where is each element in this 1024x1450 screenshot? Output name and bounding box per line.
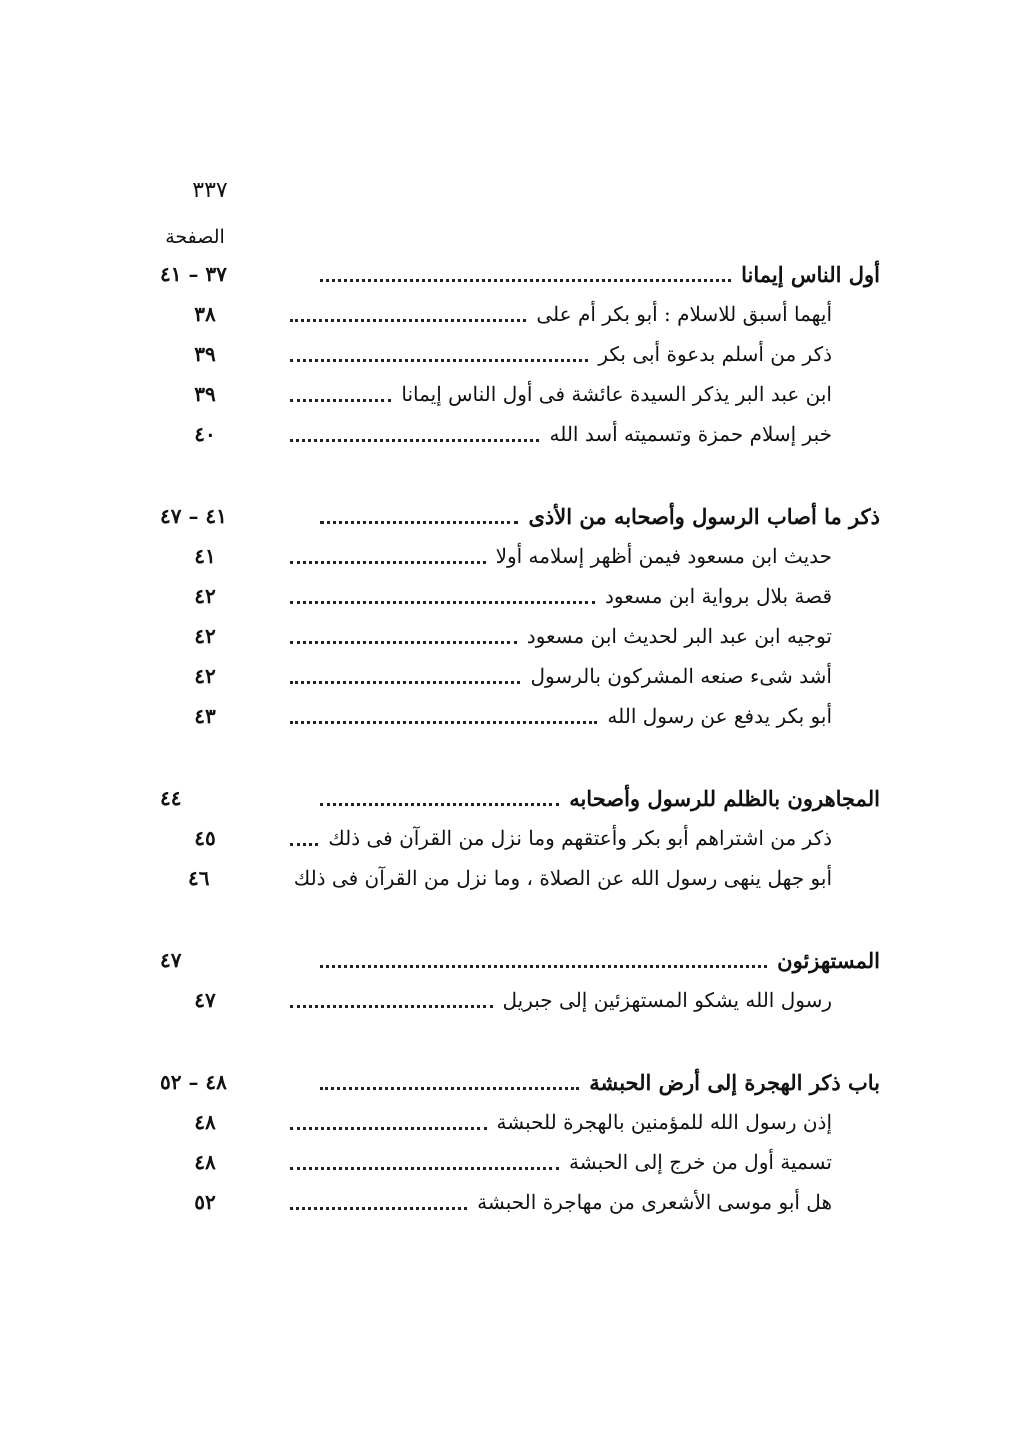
dot-leader [290,843,318,846]
toc-section [160,254,880,454]
toc-entry [160,656,880,696]
section-heading-row [160,940,880,980]
dot-leader [290,1005,493,1008]
table-of-contents [160,254,880,1264]
entry-title: حديث ابن مسعود فيمن أظهر إسلامه أولا [495,544,832,568]
section-title: أول الناس إيمانا [741,261,880,287]
entry-title: إذن رسول الله للمؤمنين بالهجرة للحبشة [496,1110,832,1134]
entry-page: ٤٥ [194,826,216,850]
dot-leader [290,721,597,724]
entry-title: خبر إسلام حمزة وتسميته أسد الله [549,422,832,446]
dot-leader [290,359,588,362]
section-heading-row [160,1062,880,1102]
section-title: ذكر ما أصاب الرسول وأصحابه من الأذى [528,503,880,529]
section-heading-row [160,496,880,536]
dot-leader [290,319,526,322]
section-title: المجاهرون بالظلم للرسول وأصحابه [569,785,880,811]
toc-entry [160,818,880,858]
toc-entry [160,576,880,616]
section-title: المستهزئون [777,947,880,973]
entry-page: ٤٨ [194,1110,216,1134]
section-pages: ٤١ – ٤٧ [160,504,227,528]
section-pages: ٣٧ – ٤١ [160,262,227,286]
entry-page: ٤٧ [194,988,216,1012]
toc-entry [160,374,880,414]
dot-leader [290,641,517,644]
page-number: ٣٣٧ [192,178,228,203]
section-pages: ٤٧ [160,948,182,972]
toc-entry [160,1182,880,1222]
toc-section [160,496,880,736]
toc-section [160,778,880,898]
toc-entry [160,414,880,454]
toc-entry [160,1102,880,1142]
dot-leader [290,399,391,402]
entry-page: ٣٨ [194,302,216,326]
entry-title: تسمية أول من خرج إلى الحبشة [569,1150,832,1174]
entry-title: أيهما أسبق للاسلام : أبو بكر أم على [536,302,832,326]
toc-entry [160,980,880,1020]
entry-page: ٤٢ [194,624,216,648]
toc-entry [160,294,880,334]
dot-leader [290,561,486,564]
entry-page: ٤٢ [194,664,216,688]
entry-title: أبو بكر يدفع عن رسول الله [607,704,832,728]
toc-section [160,1062,880,1222]
entry-title: رسول الله يشكو المستهزئين إلى جبريل [502,988,832,1012]
entry-title: توجيه ابن عبد البر لحديث ابن مسعود [526,624,832,648]
entry-title: أبو جهل ينهى رسول الله عن الصلاة ، وما نزل من القرآن فى ذلك [293,866,832,890]
dot-leader [290,1127,487,1130]
entry-title: أشد شىء صنعه المشركون بالرسول [530,664,832,688]
entry-page: ٥٢ [194,1190,216,1214]
entry-page: ٤٣ [194,704,216,728]
entry-page: ٤٢ [194,584,216,608]
dot-leader [320,1087,579,1090]
dot-leader [290,681,520,684]
dot-leader [290,1167,559,1170]
section-pages: ٤٨ – ٥٢ [160,1070,227,1094]
dot-leader [320,521,518,524]
dot-leader [290,1207,467,1210]
section-title: باب ذكر الهجرة إلى أرض الحبشة [589,1069,880,1095]
entry-page: ٣٩ [194,382,216,406]
dot-leader [320,965,767,968]
dot-leader [290,601,595,604]
section-pages: ٤٤ [160,786,182,810]
entry-page: ٤١ [194,544,216,568]
dot-leader [320,803,559,806]
section-heading-row [160,254,880,294]
entry-title: ذكر من اشتراهم أبو بكر وأعتقهم وما نزل من القرآن فى ذلك [328,826,832,850]
entry-page: ٤٨ [194,1150,216,1174]
section-heading-row [160,778,880,818]
page-column-label: الصفحة [165,226,225,248]
entry-title: هل أبو موسى الأشعرى من مهاجرة الحبشة [477,1190,832,1214]
toc-entry [160,334,880,374]
entry-title: ذكر من أسلم بدعوة أبى بكر [598,342,832,366]
dot-leader [290,439,539,442]
toc-entry [160,1142,880,1182]
toc-entry [160,616,880,656]
toc-entry [160,536,880,576]
entry-page: ٤٦ [187,866,210,890]
entry-page: ٤٠ [194,422,216,446]
entry-title: ابن عبد البر يذكر السيدة عائشة فى أول الناس إيمانا [401,382,832,406]
toc-entry [160,696,880,736]
toc-entry [160,858,880,898]
entry-page: ٣٩ [194,342,216,366]
entry-title: قصة بلال برواية ابن مسعود [605,584,832,608]
toc-section [160,940,880,1020]
dot-leader [320,279,731,282]
